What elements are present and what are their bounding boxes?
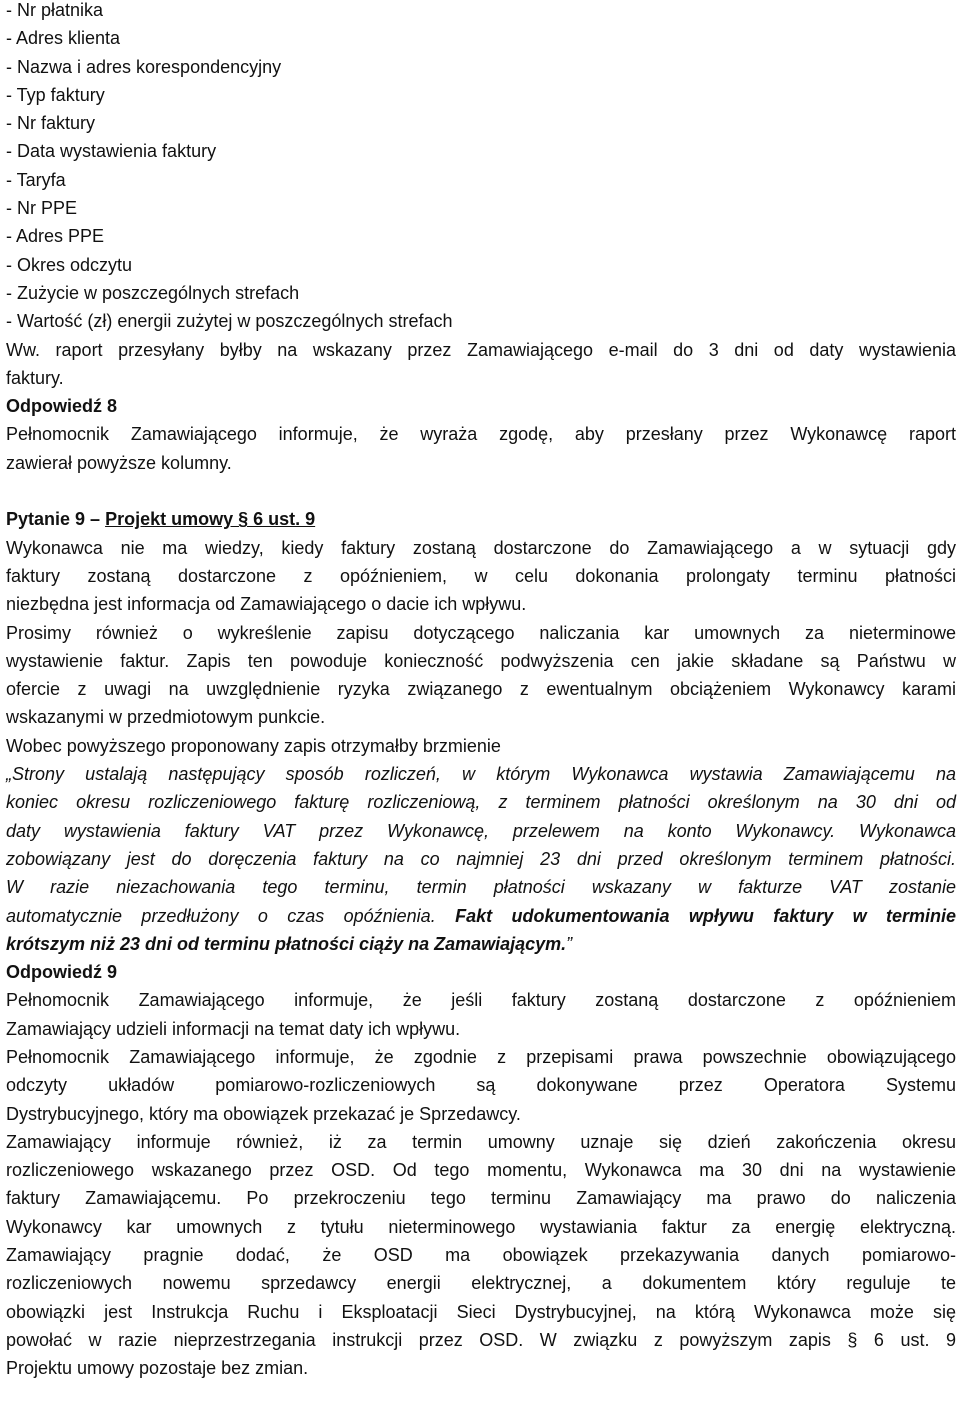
paragraph-line: niezbędna jest informacja od Zamawiającego o dacie ich wpływu. xyxy=(6,594,527,615)
paragraph-line: ofercie z uwagi na uwzględnienie ryzyka związanego z ewentualnym obciążeniem Wykonawcy karami xyxy=(6,679,956,700)
list-item: - Taryfa xyxy=(6,169,66,190)
paragraph-line: Wobec powyższego proponowany zapis otrzymałby brzmienie xyxy=(6,735,501,756)
document-page xyxy=(6,0,956,1383)
spacer xyxy=(6,477,956,505)
list-item: - Typ faktury xyxy=(6,84,105,105)
paragraph-line: rozliczeniowych nowemu sprzedawcy energii elektrycznej, a dokumentem który reguluje te xyxy=(6,1273,956,1294)
question-9-heading xyxy=(6,505,956,533)
clause-line: koniec okresu rozliczeniowego fakturę rozliczeniową, z terminem płatności określonym na 30 dni od xyxy=(6,792,956,813)
list-item: - Nr PPE xyxy=(6,198,78,219)
paragraph-line: Ww. raport przesyłany byłby na wskazany przez Zamawiającego e-mail do 3 dni od daty wystawienia xyxy=(6,339,956,360)
paragraph-line: Dystrybucyjnego, który ma obowiązek przekazać je Sprzedawcy. xyxy=(6,1103,521,1124)
paragraph-line: powołać w razie nieprzestrzegania instrukcji przez OSD. W związku z powyższym zapis § 6 ust. 9 xyxy=(6,1329,956,1350)
paragraph-line: Wykonawca nie ma wiedzy, kiedy faktury zostaną dostarczone do Zamawiającego a w sytuacji gdy xyxy=(6,537,956,558)
list-item: - Wartość (zł) energii zużytej w poszczególnych strefach xyxy=(6,311,453,332)
column-list xyxy=(6,0,956,336)
paragraph-line: Zamawiający udzieli informacji na temat daty ich wpływu. xyxy=(6,1018,461,1039)
list-item: - Adres PPE xyxy=(6,226,105,247)
clause-closing-quote: ” xyxy=(566,933,573,954)
answer-8 xyxy=(6,392,956,477)
list-item: - Data wystawienia faktury xyxy=(6,141,217,162)
paragraph-line: zawierał powyższe kolumny. xyxy=(6,452,232,473)
clause-line: W razie niezachowania tego terminu, termin płatności wskazany w fakturze VAT zostanie xyxy=(6,877,956,898)
answer-9-heading: Odpowiedź 9 xyxy=(6,962,118,983)
paragraph-line: Pełnomocnik Zamawiającego informuje, że zgodnie z przepisami prawa powszechnie obowiązującego xyxy=(6,1046,956,1067)
paragraph-line: faktury Zamawiającemu. Po przekroczeniu tego terminu Zamawiający ma prawo do naliczenia xyxy=(6,1188,956,1209)
paragraph-line: Pełnomocnik Zamawiającego informuje, że jeśli faktury zostaną dostarczone z opóźnieniem xyxy=(6,990,956,1011)
raport-note xyxy=(6,336,956,393)
paragraph-line: Projektu umowy pozostaje bez zmian. xyxy=(6,1358,309,1379)
clause-text: automatycznie przedłużony o czas opóźnienia. xyxy=(6,905,456,926)
paragraph-line: Zamawiający pragnie dodać, że OSD ma obowiązek przekazywania danych pomiarowo- xyxy=(6,1245,956,1266)
list-item: - Nazwa i adres korespondencyjny xyxy=(6,56,282,77)
list-item: - Adres klienta xyxy=(6,28,121,49)
paragraph-line: Zamawiający informuje również, iż za termin umowny uznaje się dzień zakończenia okresu xyxy=(6,1131,956,1152)
clause-line: zobowiązany jest do doręczenia faktury na co najmniej 23 dni przed określonym terminem płatności. xyxy=(6,848,956,869)
question-9-reference: Projekt umowy § 6 ust. 9 xyxy=(105,509,316,530)
paragraph-line: faktury. xyxy=(6,367,64,388)
clause-line xyxy=(6,930,956,958)
paragraph-line: Wykonawcy kar umownych z tytułu nieterminowego wystawiania faktur za energię elektryczną. xyxy=(6,1216,956,1237)
question-9-dash: – xyxy=(85,509,106,530)
clause-bold-text: Fakt udokumentowania wpływu faktury w terminie xyxy=(455,905,957,926)
question-9-title: Pytanie 9 xyxy=(6,509,86,530)
list-item: - Nr płatnika xyxy=(6,0,104,20)
clause-line: „Strony ustalają następujący sposób rozliczeń, w którym Wykonawca wystawia Zamawiającemu na xyxy=(6,764,956,785)
answer-9 xyxy=(6,958,956,1382)
paragraph-line: wystawienie faktur. Zapis ten powoduje konieczność podwyższenia cen jakie składane są Państwu w xyxy=(6,650,956,671)
clause-bold-text: krótszym niż 23 dni od terminu płatności ciąży na Zamawiającym. xyxy=(6,933,567,954)
clause-line xyxy=(6,902,956,930)
paragraph-line: faktury zostaną dostarczone z opóźnieniem, w celu dokonania prolongaty terminu płatności xyxy=(6,565,956,586)
paragraph-line: obowiązki jest Instrukcja Ruchu i Eksploatacji Sieci Dystrybucyjnej, na którą Wykonawca może się xyxy=(6,1301,956,1322)
answer-8-heading: Odpowiedź 8 xyxy=(6,396,118,417)
list-item: - Zużycie w poszczególnych strefach xyxy=(6,282,300,303)
paragraph-line: odczyty układów pomiarowo-rozliczeniowych są dokonywane przez Operatora Systemu xyxy=(6,1075,956,1096)
list-item: - Okres odczytu xyxy=(6,254,133,275)
proposed-clause xyxy=(6,760,956,958)
list-item: - Nr faktury xyxy=(6,113,96,134)
paragraph-line: rozliczeniowego wskazanego przez OSD. Od tego momentu, Wykonawca ma 30 dni na wystawienie xyxy=(6,1160,956,1181)
paragraph-line: wskazanymi w przedmiotowym punkcie. xyxy=(6,707,326,728)
paragraph-line: Prosimy również o wykreślenie zapisu dotyczącego naliczania kar umownych za nieterminowe xyxy=(6,622,956,643)
paragraph-line: Pełnomocnik Zamawiającego informuje, że wyraża zgodę, aby przesłany przez Wykonawcę raport xyxy=(6,424,956,445)
question-9 xyxy=(6,505,956,958)
clause-line: daty wystawienia faktury VAT przez Wykonawcę, przelewem na konto Wykonawcy. Wykonawca xyxy=(6,820,956,841)
